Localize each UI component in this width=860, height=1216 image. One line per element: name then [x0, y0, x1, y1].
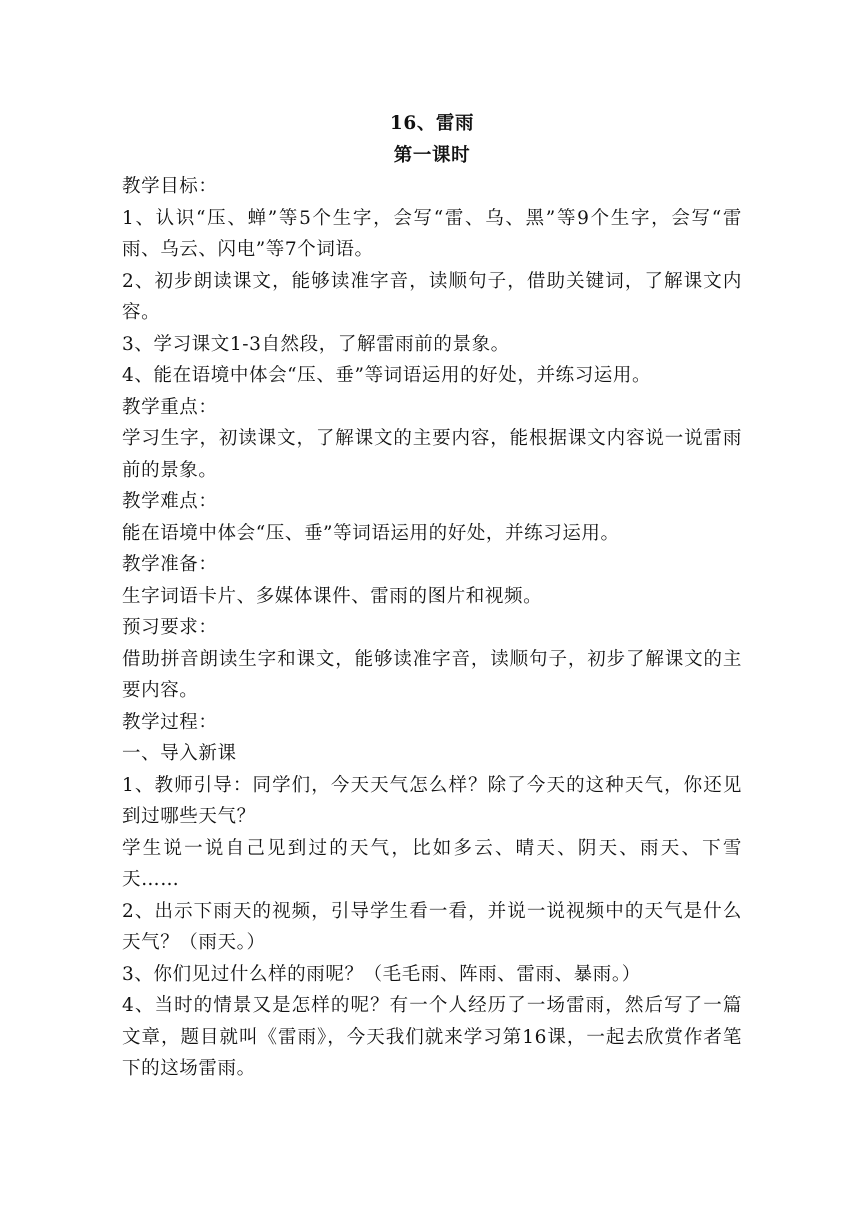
preview-text: 借助拼音朗读生字和课文，能够读准字音，读顺句子，初步了解课文的主要内容。	[122, 648, 742, 701]
process-step-1: 1、教师引导：同学们，今天天气怎么样？除了今天的这种天气，你还见到过哪些天气？	[122, 774, 742, 827]
heading-difficulties: 教学难点：	[122, 491, 218, 512]
heading-process: 教学过程：	[122, 711, 218, 733]
heading-teaching-goals: 教学目标：	[122, 176, 218, 197]
lesson-title: 16、雷雨	[389, 113, 475, 134]
document-body	[122, 108, 742, 1085]
goal-item-4: 4、能在语境中体会“压、垂”等词语运用的好处，并练习运用。	[122, 365, 652, 386]
section-intro-heading: 一、导入新课	[122, 743, 237, 764]
goal-item-3: 3、学习课文1-3自然段，了解雷雨前的景象。	[122, 333, 510, 355]
goal-item-1: 1、认识“压、蝉”等5个生字，会写“雷、乌、黑”等9个生字，会写“雷雨、乌云、闪电”等7个词语。	[122, 207, 742, 260]
process-step-1-response: 学生说一说自己见到过的天气，比如多云、晴天、阴天、雨天、下雪天……	[122, 837, 742, 890]
process-step-4: 4、当时的情景又是怎样的呢？有一个人经历了一场雷雨，然后写了一篇文章，题目就叫《雷雨》，今天我们就来学习第16课，一起去欣赏作者笔下的这场雷雨。	[122, 995, 742, 1079]
key-points-text: 学习生字，初读课文，了解课文的主要内容，能根据课文内容说一说雷雨前的景象。	[122, 428, 742, 481]
heading-preparation: 教学准备：	[122, 554, 218, 575]
preparation-text: 生字词语卡片、多媒体课件、雷雨的图片和视频。	[122, 585, 543, 607]
difficulties-text: 能在语境中体会“压、垂”等词语运用的好处，并练习运用。	[122, 522, 620, 544]
lesson-subtitle: 第一课时	[393, 144, 471, 166]
heading-preview: 预习要求：	[122, 617, 218, 638]
process-step-2: 2、出示下雨天的视频，引导学生看一看，并说一说视频中的天气是什么天气？（雨天。）	[122, 900, 742, 953]
process-step-3: 3、你们见过什么样的雨呢？（毛毛雨、阵雨、雷雨、暴雨。）	[122, 963, 641, 985]
heading-key-points: 教学重点：	[122, 396, 218, 418]
goal-item-2: 2、初步朗读课文，能够读准字音，读顺句子，借助关键词，了解课文内容。	[122, 270, 742, 323]
